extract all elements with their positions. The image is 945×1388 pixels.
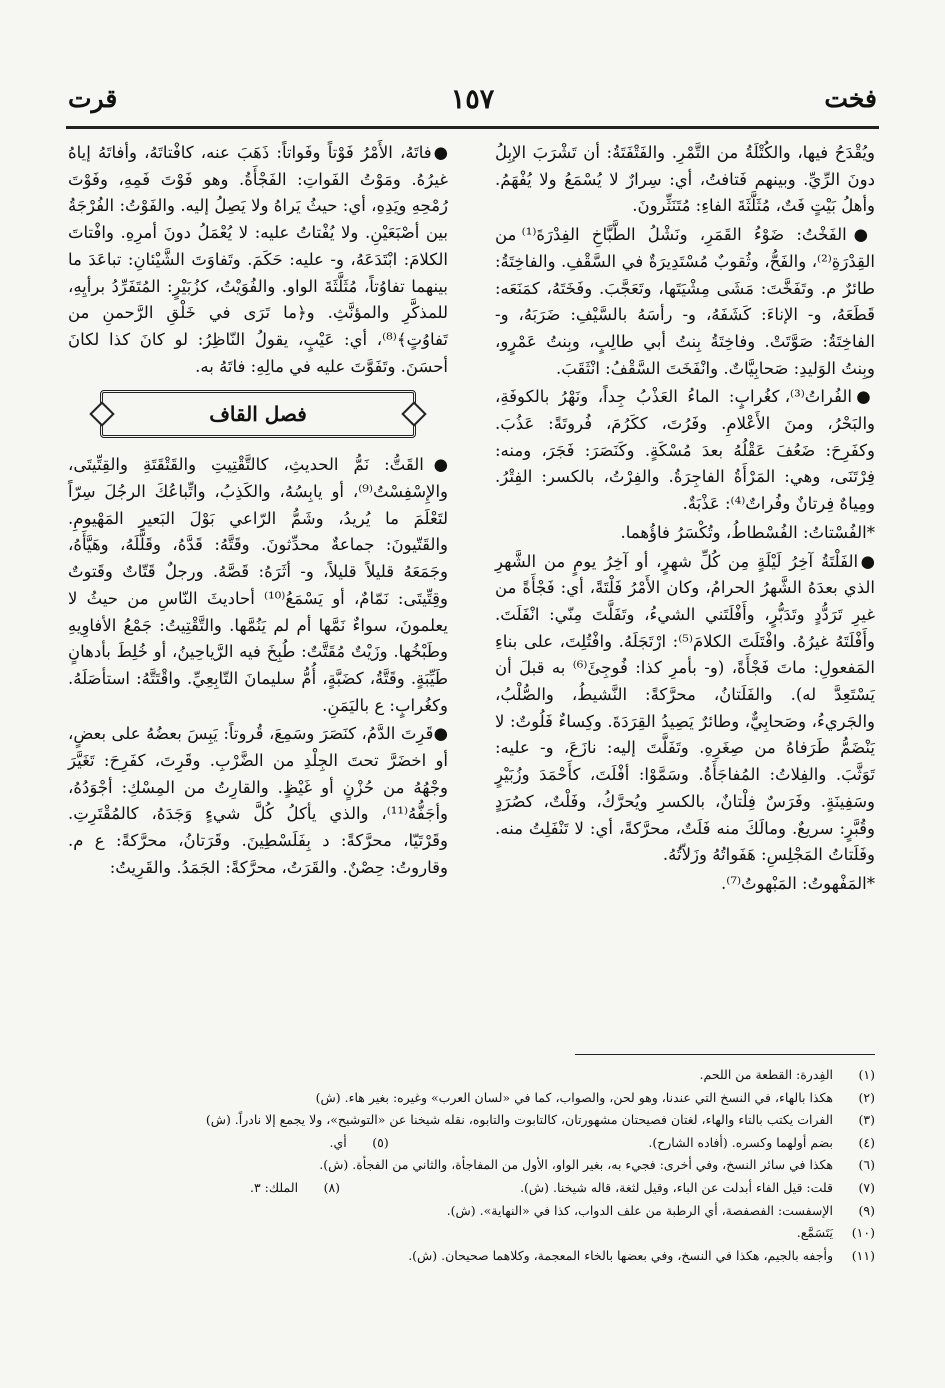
section-heading-box [100, 390, 416, 438]
footnote-number: (٧) [858, 1179, 875, 1195]
entry-paragraph: ●الفَخْتُ: ضَوْءُ القَمَرِ، ونَشْلُ الطَّبَّاخِ الفِدْرَةَ⁽¹⁾ من القِدْرَةِ⁽²⁾، والفَحُّ، وثُقوبٌ مُسْتَدِيرَةٌ في السَّقْفِ. والفاخِتَةُ: طائرٌ م. وتَفَخَّتَ: مَشَى مِشْيَتَها، وتَعَجَّبَ. وفَخَتَهُ، كمَنَعَه: قَطَعَهُ، و- الإناءَ: كَشَفَهُ، و- رأسَهُ بالسَّيْفِ: ضَرَبَهُ، و- الفاخِتَةُ: صَوَّتَتْ. وفاخِتَةُ بِنتُ أبي طالِبٍ، وبِنتُ عَمْرٍو، وبِنتُ الوَليدِ: صَحابِيَّاتٌ. وانْفَخَتَ السَّقْفُ: انْثَقَبَ. [495, 225, 875, 378]
footnote-number: (١١) [851, 1247, 875, 1263]
footnote [70, 1245, 875, 1268]
footnote-text: وأجفه بالجيم، هكذا في النسخ، وفي بعضها بالخاء المعجمة، وكلاهما صحيحان. (ش). [408, 1247, 833, 1263]
footnote [70, 1064, 875, 1087]
footnote-text: الفرات يكتب بالتاء والهاء، لغتان فصيحتان مشهورتان، كالتابوت والتابوه، نقله شيخنا عن «التوشيح»، ولا يجمع إلا نادراً. (ش) [205, 1112, 833, 1128]
entry-paragraph: *الفُسْتاتُ: الفُسْطاطُ، وتُكْسَرُ فاؤُهما. [620, 522, 875, 542]
footnote [70, 1154, 875, 1177]
entry-paragraph: ●الفُراتُ⁽³⁾، كغُرابٍ: الماءُ العَذْبُ جِداً، ونَهْرُ بالكوفَةِ، والبَحْرُ، ومنَ الأَعْلامِ. وفَرُتَ، ككَرُمَ، فُروتَةً: عَذُبَ. وكفَرِحَ: ضَعُفَ عَقْلُهُ بعدَ مُسْكَةٍ. وكَنَصَرَ: فَجَرَ، ومنه: فِرْتَنَى، وهي: المَرْأَةُ الفاجِرَةُ. والفِرْتُ، بالكسر: الفِتْرُ. ومِياهٌ فِرتانٌ وفُراتٌ⁽⁴⁾: عَذْبَةٌ. [495, 387, 875, 514]
footnote-number: (٣) [858, 1112, 875, 1128]
footnote-number: (٢) [858, 1089, 875, 1105]
entry-paragraph: ويُقْدَحُ فيها، والكُتْلَةُ من التَّمْرِ. والفَتْفَتَةُ: أن تَشْرَبَ الإبِلُ دونَ الرِّيِّ. وبينهم فَتافتُ، أي: سِرارٌ لا يُسْمَعُ ولا يُفْهَمُ. وأهلُ بَيْتٍ فَتٌ، مُثَلَّثَةَ الفاءِ: مُتَنَثِّرونَ. [495, 143, 875, 216]
footnote-number: (١٠) [851, 1225, 875, 1241]
footnote [70, 1132, 875, 1155]
footnote-number: (٦) [858, 1157, 875, 1173]
footnote-number: (٥) [372, 1134, 389, 1150]
footnote [70, 1087, 875, 1110]
footnote-text: الملك: ٣. [249, 1179, 299, 1195]
entry-paragraph: ●الفَلْتَةُ آخِرُ لَيْلَةٍ مِن كُلِّ شهرٍ، أو آخِرُ يومٍ من الشَّهرِ الذي بعدَهُ الشَّهرُ الحرامُ، وكان الأَمْرُ فَلْتَةً، أي: فَجْأَةً من غيرِ تَرَدُّدٍ وتَدَبُّرٍ، وأَفْلَتَني الشيءُ، وتَفَلَّتَ مِنّي: انْفَلَتَ. وأَفْلَتَهُ غيرُهُ. وافْتَلَتَ الكلامَ⁽⁵⁾: ارْتَجَلَهُ. وافْتُلِتَ، على بناءِ المَفعولِ: ماتَ فَجْأَةً، (و- بأمرِ كذا: فُوجِئَ⁽⁶⁾ به قبلَ أن يَسْتَعِدَّ له). والفَلَتانُ، محرَّكةً: النَّشيطُ، والصُّلْبُ، والجَريءُ، وصَحابِيٌّ، وطائرٌ يَصِيدُ القِرَدَةَ. وكِساءٌ فَلُوتٌ: لا يَنْضَمُّ طَرَفاهُ من صِغَرِهِ. وتَفَلَّتَ إليه: نازَعَ، و- عليه: تَوَثَّبَ. والفِلاتُ: المُفاجَأَةُ. وسَمَّوْا: أفْلَتَ، كأَحْمَدَ وزُبَيْرٍ وسَفِينَةٍ. وفَرَسٌ فِلْتانٌ، بالكسرِ ويُحرَّكُ، وفَلْتٌ، كصُرَدٍ وقُبَّرٍ: سريعٌ. ومالَكَ منه فَلَتٌ، محرَّكةً، أي: لا تَنْفَلِتُ منه. وفَلَتاتُ المَجْلِسِ: هَفَواتُهُ وزَلاّتُهُ. [495, 551, 875, 865]
footnote [70, 1200, 875, 1223]
entry-paragraph: ●القَتُّ: نَمُّ الحديثِ، كالتَّقْتِيتِ والقَتْقَتَةِ والقِتِّيتَى، والإِسْفِسْتُ⁽⁹⁾، أو يابِسُهُ، والكَذِبُ، واتِّباعُكَ الرجُلَ سِرّاً لتَعْلَمَ ما يُريدُ، وشَمُّ الرّاعي بَوْلَ البَعيرِ المَهْيومِ. والقَتّيونَ: جماعةٌ محدِّثونَ. وقَتَّهُ: قَدَّهُ، وقَلَّلَهُ، وهَيَّأَهُ، وجَمَعَهُ قليلاً قليلاً، و- أثَرَهُ: قَصَّهُ. ورجلٌ قَتّاتٌ وقَتوتٌ وقِتِّيتَى: نَمّامٌ، أو يَسْمَعُ⁽¹⁰⁾ أحاديثَ النّاسِ من حيثُ لا يعلمونَ، سواءٌ نَمَّها أم لم يَنُمَّها. والتَّقْتِيتُ: جَمْعُ الأفاوِيهِ وطَبْخُها. وزَيْتٌ مُقَتَّتٌ: طُبِخَ فيه الرَّياحِينُ، أو خُلِطَ بأدهانٍ طَيِّبَةٍ. وقَتَّةُ، كضَبَّةٍ، أُمُّ سليمانَ التّابِعِيِّ. واقْتَتَّهُ: استأصَلَهُ. وكغُرابٍ: ع باليَمَنِ. [68, 455, 448, 715]
footnote-text: بضم أولهما وكسره. (أفاده الشارح). [648, 1134, 833, 1150]
section-title: فصل القاف [209, 401, 307, 426]
footnote-text: الفِدرة: القطعة من اللحم. [699, 1067, 833, 1082]
page-number: ١٥٧ [450, 84, 495, 115]
entry-paragraph: ●فاتَهُ، الأَمْرُ فَوْتاً وفَواتاً: ذَهَبَ عنه، كافْتاتَهُ، وأفاتَهُ إياهُ غيرُهُ. ومَوْتُ الفَواتِ: الفَجْأَةُ. وهو فَوْتَ فَمِهِ، وفَوْتَ رُمْحِهِ ويَدِهِ، أي: حيثُ يَراهُ ولا يَصِلُ إليه. والفَوْتُ: الفُرْجَةُ بين أصْبَعَيْنِ. ولا يُفْتاتُ عليه: لا يُعْمَلُ دونَ أمرِهِ. وافْتاتَ الكلامَ: ابْتَدَعَهُ، و- عليه: حَكَمَ. وتَفاوَتَ الشَّيْئانِ: تباعَدَ ما بينهما تفاوُتاً، مُثَلَّثَةَ الواو. والفُوَيْتُ، كزُبَيْرٍ: المُتَفَرِّدُ برأيِهِ، للمذكَّرِ والمؤنَّثِ. و﴿ما تَرَى في خَلْقِ الرَّحمنِ من تَفاوُتٍ﴾⁽⁸⁾، أي: عَيْبٍ، يقولُ النّاظِرُ: لو كانَ كذا لكانَ أحسَنَ. وتَفَوَّتَ عليه في مالِهِ: فاتَهُ به. [68, 143, 448, 376]
footnote-number: (٨) [323, 1179, 341, 1195]
footnote-rule [575, 1054, 875, 1055]
footnote-number: (١) [858, 1067, 875, 1082]
right-column [495, 140, 875, 900]
entry-paragraph: *المَفْهوتُ: المَبْهوتُ⁽⁷⁾. [721, 873, 875, 893]
footnote-text: هكذا في سائر النسخ، وفي أخرى: فجيء به، بغير الواو، الأول من المفاجأة، والثاني من الفجأة. (ش). [319, 1157, 833, 1173]
footnote-text: أي. [329, 1134, 347, 1150]
footnote-text: يَتَسَمَّع. [796, 1225, 833, 1241]
footnote-text: قلت: قيل الفاء أبدلت عن الباء، وقيل لثغة، قاله شيخنا. (ش). [520, 1179, 833, 1195]
footnote-number: (٩) [858, 1202, 875, 1218]
header-guide-word-right: فخت [824, 84, 877, 113]
header-guide-word-left: قرت [68, 84, 118, 113]
entry-paragraph: ●قَرِتَ الدَّمُ، كنَصَرَ وسَمِعَ، قُروتاً: يَبِسَ بعضُهُ على بعضٍ، أو اخضَرَّ تحتَ الجِلْدِ من الضَّرْبِ. وقَرِتَ، كفَرِحَ: تَغَيَّرَ وجْهُهُ من حُزْنٍ أو غَيْظٍ. والقارِتُ من المِسْكِ: أجْوَدُهُ، وأجَفُّهُ⁽¹¹⁾، والذي يأكلُ كُلَّ شيءٍ وَجَدَهُ، كالمُقْتَرِتِ. وقَرْتَيّا، محرَّكةً: د بِفَلَسْطِينَ. وقَرَتانُ، محرَّكةً: ع م. وقاروتُ: حِصْنٌ. والقَرَتُ، محرَّكةً: الجَمَدُ. والقَرِيتُ: [68, 724, 448, 877]
footnote [70, 1109, 875, 1132]
footnotes [70, 1064, 875, 1267]
footnote [70, 1177, 875, 1200]
header-rule [66, 126, 879, 129]
footnote-text: الإسفست: الفصفصة، أي الرطبة من علف الدواب، كذا في «النهاية». (ش). [446, 1202, 833, 1218]
left-column [68, 140, 448, 884]
page-header [68, 84, 877, 124]
footnote-number: (٤) [858, 1134, 875, 1150]
footnote-text: هكذا بالهاء، في النسخ التي عندنا، وهو لحن، والصواب، كما في «لسان العرب» وغيره: بغير هاء. (ش) [315, 1089, 833, 1105]
footnote [70, 1222, 875, 1245]
